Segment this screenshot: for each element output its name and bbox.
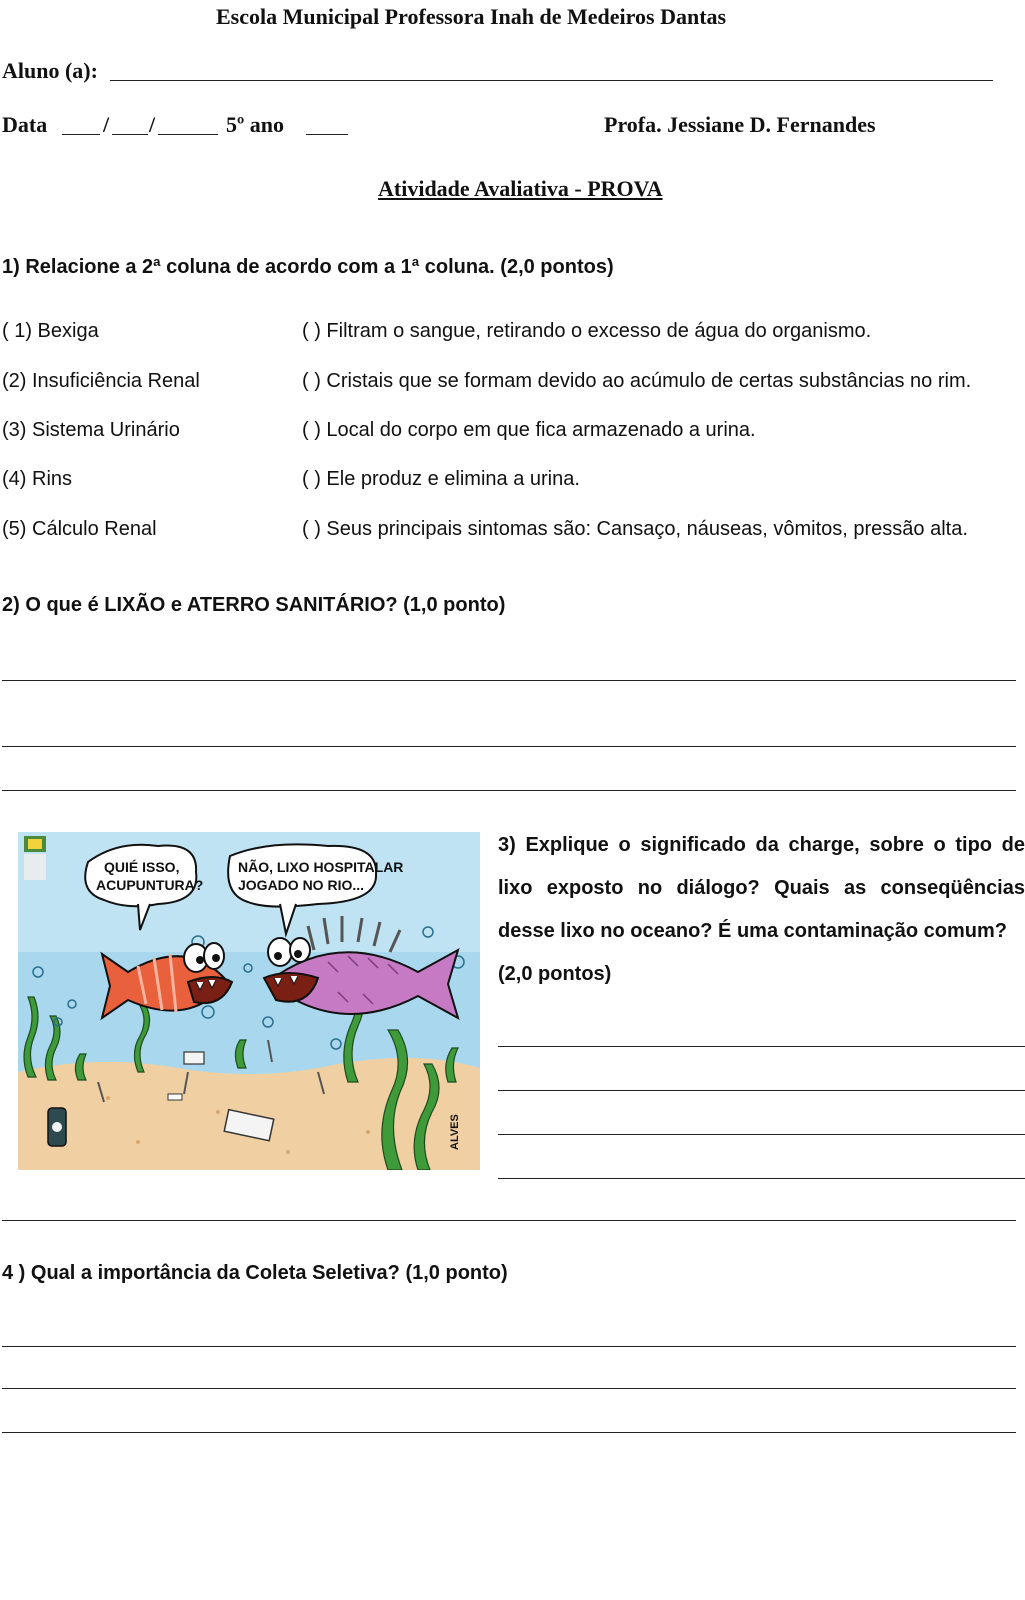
student-name-line[interactable] bbox=[110, 80, 993, 81]
bubble-right-line: JOGADO NO RIO... bbox=[238, 877, 365, 893]
match-right-item[interactable]: ( ) Cristais que se formam devido ao acúmulo de certas substâncias no rim. bbox=[302, 370, 972, 392]
question-3-line: 3) Explique o significado da charge, sobre o tipo de bbox=[498, 834, 1025, 856]
answer-line[interactable] bbox=[498, 1134, 1025, 1135]
match-left-item: (2) Insuficiência Renal bbox=[2, 370, 200, 392]
question-1-prompt: 1) Relacione a 2ª coluna de acordo com a 1ª coluna. (2,0 pontos) bbox=[2, 256, 614, 278]
date-month-line[interactable] bbox=[112, 134, 148, 135]
question-2-prompt: 2) O que é LIXÃO e ATERRO SANITÁRIO? (1,0 ponto) bbox=[2, 594, 506, 616]
answer-line[interactable] bbox=[2, 1220, 1016, 1221]
match-left-item: (4) Rins bbox=[2, 468, 73, 490]
answer-line[interactable] bbox=[2, 790, 1016, 791]
question-3-prompt bbox=[498, 824, 1025, 996]
answer-line[interactable] bbox=[2, 680, 1016, 681]
answer-line[interactable] bbox=[498, 1046, 1025, 1047]
date-year-line[interactable] bbox=[158, 134, 218, 135]
student-label: Aluno (a): bbox=[2, 58, 98, 83]
match-right-item[interactable]: ( ) Ele produz e elimina a urina. bbox=[302, 468, 580, 490]
cartoon-image bbox=[18, 832, 480, 1170]
answer-line[interactable] bbox=[2, 746, 1016, 747]
answer-line[interactable] bbox=[498, 1178, 1025, 1179]
date-separator: / bbox=[103, 112, 110, 137]
question-3-line: (2,0 pontos) bbox=[498, 963, 612, 985]
match-left-item: (3) Sistema Urinário bbox=[2, 419, 180, 441]
cartoonist-signature: ALVES bbox=[449, 1114, 461, 1150]
date-day-line[interactable] bbox=[62, 134, 100, 135]
school-name: Escola Municipal Professora Inah de Medeiros Dantas bbox=[216, 4, 727, 29]
answer-line[interactable] bbox=[2, 1388, 1016, 1389]
match-right-item[interactable]: ( ) Local do corpo em que fica armazenado a urina. bbox=[302, 419, 756, 441]
answer-line[interactable] bbox=[2, 1346, 1016, 1347]
teacher-name: Profa. Jessiane D. Fernandes bbox=[604, 112, 876, 137]
grade-label: 5º ano bbox=[226, 112, 284, 137]
match-left-item: (5) Cálculo Renal bbox=[2, 518, 157, 540]
bubble-left-line: ACUPUNTURA? bbox=[96, 877, 204, 893]
question-3-line: lixo exposto no diálogo? Quais as conseqüências bbox=[498, 877, 1025, 899]
bubble-right-line: NÃO, LIXO HOSPITALAR bbox=[238, 859, 404, 875]
answer-line[interactable] bbox=[2, 1432, 1016, 1433]
match-right-item[interactable]: ( ) Seus principais sintomas são: Cansaço, náuseas, vômitos, pressão alta. bbox=[302, 518, 968, 540]
question-4-prompt: 4 ) Qual a importância da Coleta Seletiva? (1,0 ponto) bbox=[2, 1262, 508, 1284]
answer-line[interactable] bbox=[498, 1090, 1025, 1091]
date-separator: / bbox=[149, 112, 156, 137]
grade-class-line[interactable] bbox=[306, 134, 348, 135]
bubble-left-line: QUIÉ ISSO, bbox=[104, 859, 180, 875]
match-right-item[interactable]: ( ) Filtram o sangue, retirando o excesso de água do organismo. bbox=[302, 320, 872, 342]
question-3-line: desse lixo no oceano? É uma contaminação comum? bbox=[498, 920, 1008, 942]
page-title: Atividade Avaliativa - PROVA bbox=[378, 176, 663, 201]
cartoon-illustration bbox=[18, 832, 480, 1170]
date-label: Data bbox=[2, 112, 48, 137]
match-left-item: ( 1) Bexiga bbox=[2, 320, 99, 342]
